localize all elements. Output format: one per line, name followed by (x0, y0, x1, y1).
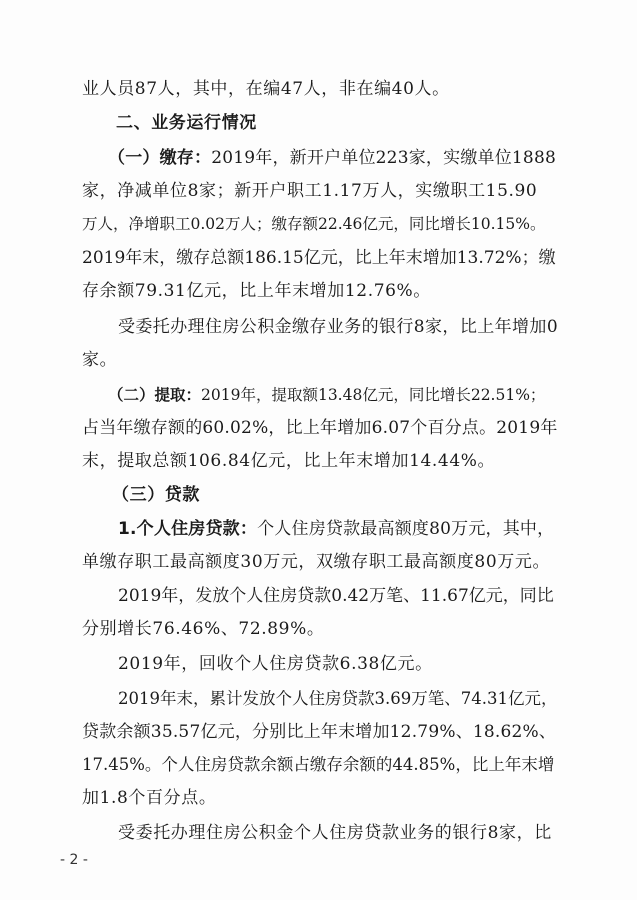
paragraph-line: 分别增长76.46%、72.89%。 (82, 619, 325, 639)
paragraph-line: 占当年缴存额的60.02%，比上年增加6.07个百分点。2019年 (82, 418, 558, 438)
paragraph-line: 单缴存职工最高额度30万元，双缴存职工最高额度80万元。 (82, 552, 551, 572)
page-number: - 2 - (60, 852, 88, 868)
paragraph-line: 加1.8个百分点。 (82, 788, 217, 808)
paragraph-line (108, 147, 556, 169)
paragraph-line: 贷款余额35.57亿元，分别比上年末增加12.79%、18.62%、 (82, 722, 557, 742)
paragraph-line: 受委托办理住房公积金缴存业务的银行8家，比上年增加0 (118, 317, 559, 337)
paragraph-line (108, 384, 545, 406)
paragraph-line: 2019年，回收个人住房贷款6.38亿元。 (118, 654, 433, 674)
paragraph-text: 个人住房贷款最高额度80万元，其中， (257, 519, 555, 539)
paragraph-line: 2019年末，缴存总额186.15亿元，比上年末增加13.72%；缴 (82, 248, 556, 268)
paragraph-line: 万人，净增职工0.02万人；缴存额22.46亿元，同比增长10.15%。 (82, 215, 546, 233)
paragraph-line: 末，提取总额106.84亿元，比上年末增加14.44%。 (82, 451, 496, 471)
section-heading: 二、业务运行情况 (116, 113, 257, 133)
subsection-label: 1.个人住房贷款： (118, 519, 258, 539)
subsection-heading: （三）贷款 (112, 485, 200, 505)
subsection-label: （一）缴存： (108, 148, 212, 168)
paragraph-text: 2019年，提取额13.48亿元，同比增长22.51%； (201, 386, 546, 404)
paragraph-line: 存余额79.31亿元，比上年末增加12.76%。 (82, 281, 431, 301)
paragraph-line: 业人员87人，其中，在编47人，非在编40人。 (82, 79, 450, 99)
paragraph-line: 受委托办理住房公积金个人住房贷款业务的银行8家，比 (118, 823, 552, 843)
paragraph-line: 17.45%。个人住房贷款余额占缴存余额的44.85%，比上年末增 (82, 755, 555, 774)
paragraph-line: 2019年，发放个人住房贷款0.42万笔、11.67亿元，同比 (118, 586, 554, 606)
subsection-label: （二）提取： (108, 386, 202, 404)
paragraph-line (118, 518, 554, 540)
paragraph-line: 家，净减单位8家；新开户职工1.17万人，实缴职工15.90 (82, 181, 538, 201)
paragraph-text: 2019年，新开户单位223家，实缴单位1888 (211, 148, 556, 168)
paragraph-line: 家。 (82, 350, 118, 370)
paragraph-line: 2019年末，累计发放个人住房贷款3.69万笔、74.31亿元， (118, 689, 558, 708)
